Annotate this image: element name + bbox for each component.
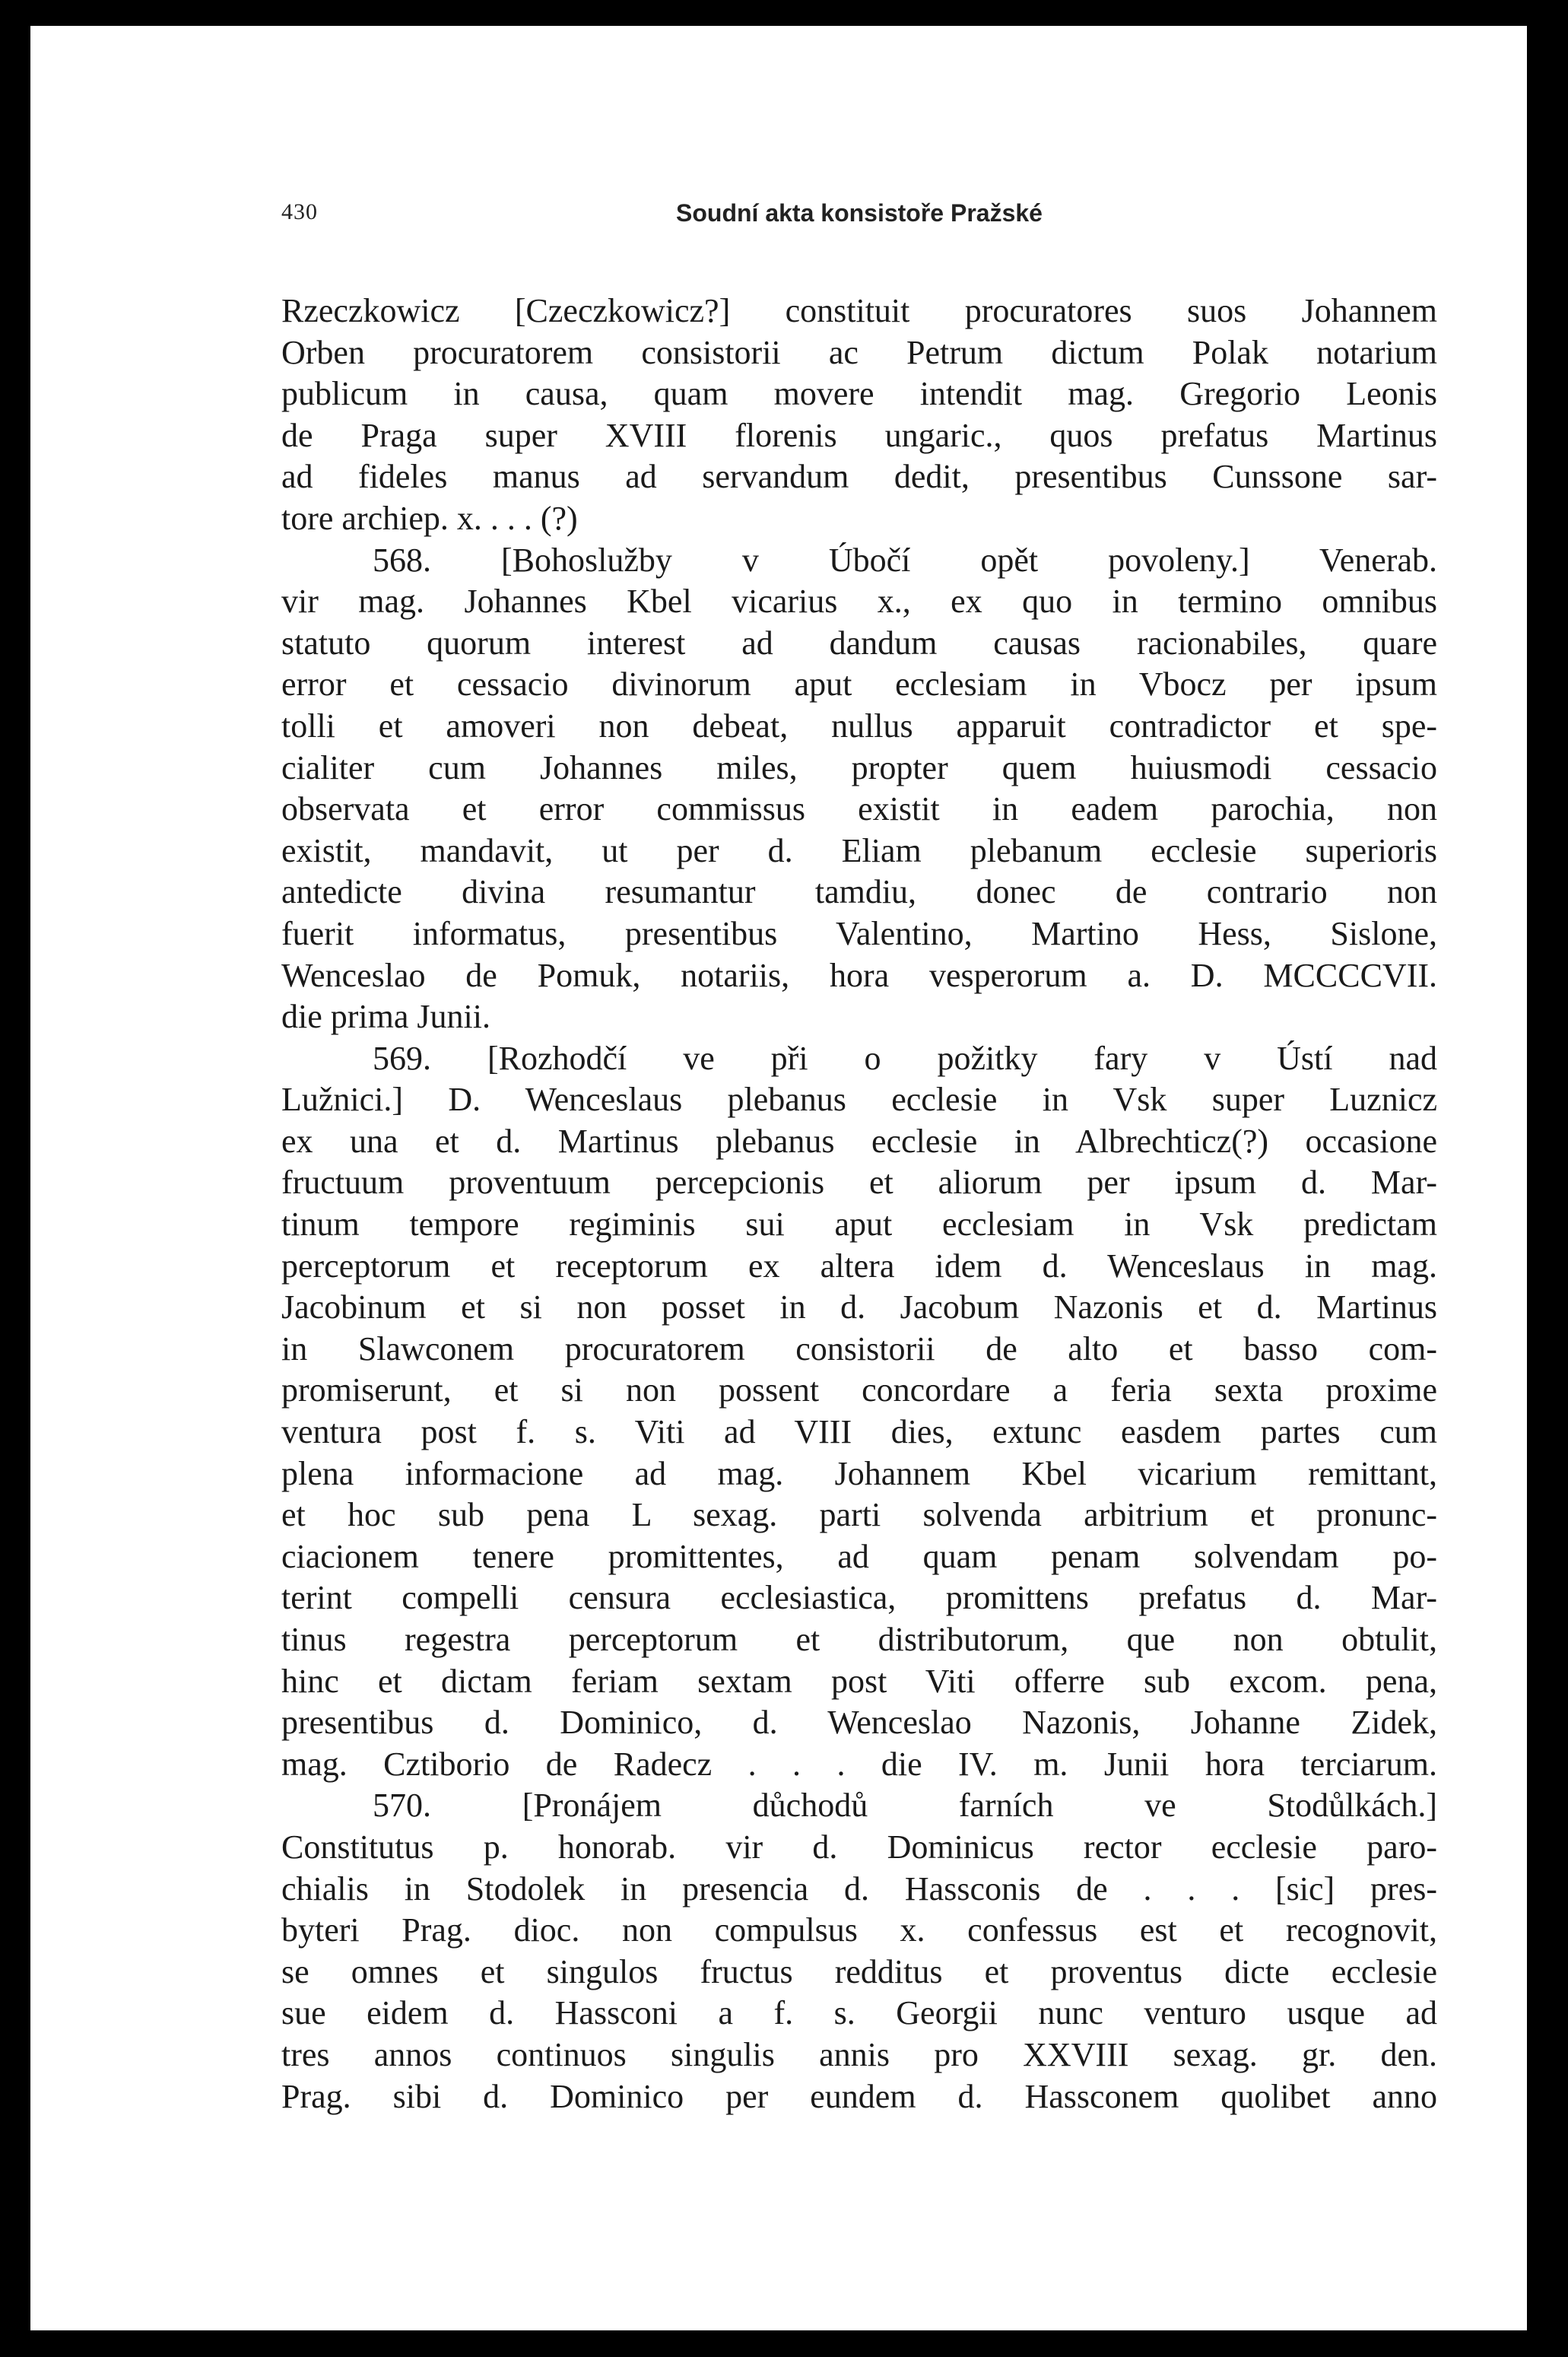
text-line: 568. [Bohoslužby v Úbočí opět povoleny.] Venerab. bbox=[373, 541, 1437, 579]
text-line: Lužnici.] D. Wenceslaus plebanus ecclesie in Vsk super Luznicz bbox=[281, 1081, 1437, 1119]
text-line: publicum in causa, quam movere intendit mag. Gregorio Leonis bbox=[281, 375, 1437, 413]
text-line: ad fideles manus ad servandum dedit, presentibus Cunssone sar- bbox=[281, 458, 1437, 496]
text-line: perceptorum et receptorum ex altera idem d. Wenceslaus in mag. bbox=[281, 1247, 1437, 1285]
text-line: observata et error commissus existit in eadem parochia, non bbox=[281, 790, 1437, 828]
text-line: hinc et dictam feriam sextam post Viti offerre sub excom. pena, bbox=[281, 1662, 1437, 1700]
text-line: Rzeczkowicz [Czeczkowicz?] constituit procuratores suos Johannem bbox=[281, 292, 1437, 329]
text-line: tres annos continuos singulis annis pro XXVIII sexag. gr. den. bbox=[281, 2035, 1437, 2073]
text-line: mag. Cztiborio de Radecz . . . die IV. m. Junii hora terciarum. bbox=[281, 1745, 1437, 1783]
text-line: antedicte divina resumantur tamdiu, donec de contrario non bbox=[281, 873, 1437, 911]
text-line: cialiter cum Johannes miles, propter quem huiusmodi cessacio bbox=[281, 748, 1437, 786]
text-line: ciacionem tenere promittentes, ad quam penam solvendam po- bbox=[281, 1537, 1437, 1575]
text-line: terint compelli censura ecclesiastica, promittens prefatus d. Mar- bbox=[281, 1579, 1437, 1617]
body-text bbox=[281, 291, 1437, 2117]
text-line: Prag. sibi d. Dominico per eundem d. Hassconem quolibet anno bbox=[281, 2077, 1437, 2115]
text-line: et hoc sub pena L sexag. parti solvenda arbitrium et pronunc- bbox=[281, 1496, 1437, 1534]
text-line: tore archiep. x. . . . (?) bbox=[281, 499, 578, 537]
text-line: presentibus d. Dominico, d. Wenceslao Nazonis, Johanne Zidek, bbox=[281, 1704, 1437, 1742]
running-title: Soudní akta konsistoře Pražské bbox=[676, 199, 1043, 227]
page-header bbox=[281, 199, 1437, 245]
text-line: ex una et d. Martinus plebanus ecclesie in Albrechticz(?) occasione bbox=[281, 1122, 1437, 1160]
text-line: die prima Junii. bbox=[281, 998, 490, 1036]
text-line: fructuum proventuum percepcionis et aliorum per ipsum d. Mar- bbox=[281, 1164, 1437, 1202]
text-line: vir mag. Johannes Kbel vicarius x., ex quo in termino omnibus bbox=[281, 583, 1437, 621]
text-line: in Slawconem procuratorem consistorii de alto et basso com- bbox=[281, 1329, 1437, 1368]
text-line: chialis in Stodolek in presencia d. Hassconis de . . . [sic] pres- bbox=[281, 1869, 1437, 1908]
text-line: existit, mandavit, ut per d. Eliam plebanum ecclesie superioris bbox=[281, 831, 1437, 869]
text-line: Jacobinum et si non posset in d. Jacobum Nazonis et d. Martinus bbox=[281, 1288, 1437, 1326]
text-line: sue eidem d. Hassconi a f. s. Georgii nunc venturo usque ad bbox=[281, 1994, 1437, 2032]
text-line: promiserunt, et si non possent concordare a feria sexta proxime bbox=[281, 1371, 1437, 1409]
text-line: tolli et amoveri non debeat, nullus apparuit contradictor et spe- bbox=[281, 707, 1437, 745]
text-line: se omnes et singulos fructus redditus et proventus dicte ecclesie bbox=[281, 1952, 1437, 1990]
text-line: tinus regestra perceptorum et distributorum, que non obtulit, bbox=[281, 1621, 1437, 1658]
text-line: Wenceslao de Pomuk, notariis, hora vesperorum a. D. MCCCCVII. bbox=[281, 956, 1437, 994]
text-line: Constitutus p. honorab. vir d. Dominicus rector ecclesie paro- bbox=[281, 1828, 1437, 1866]
text-line: byteri Prag. dioc. non compulsus x. confessus est et recognovit, bbox=[281, 1911, 1437, 1949]
text-line: statuto quorum interest ad dandum causas racionabiles, quare bbox=[281, 624, 1437, 662]
text-line: 570. [Pronájem důchodů farních ve Stodůlkách.] bbox=[373, 1787, 1437, 1825]
text-line: fuerit informatus, presentibus Valentino, Martino Hess, Sislone, bbox=[281, 914, 1437, 952]
text-line: ventura post f. s. Viti ad VIII dies, extunc easdem partes cum bbox=[281, 1413, 1437, 1451]
text-line: Orben procuratorem consistorii ac Petrum dictum Polak notarium bbox=[281, 333, 1437, 371]
text-line: 569. [Rozhodčí ve při o požitky fary v Ústí nad bbox=[373, 1039, 1437, 1077]
page-number: 430 bbox=[281, 199, 318, 224]
text-line: tinum tempore regiminis sui aput ecclesiam in Vsk predictam bbox=[281, 1206, 1437, 1244]
text-line: error et cessacio divinorum aput ecclesiam in Vbocz per ipsum bbox=[281, 665, 1437, 704]
book-page bbox=[30, 26, 1527, 2330]
text-line: de Praga super XVIII florenis ungaric., quos prefatus Martinus bbox=[281, 416, 1437, 454]
text-line: plena informacione ad mag. Johannem Kbel vicarium remittant, bbox=[281, 1454, 1437, 1492]
